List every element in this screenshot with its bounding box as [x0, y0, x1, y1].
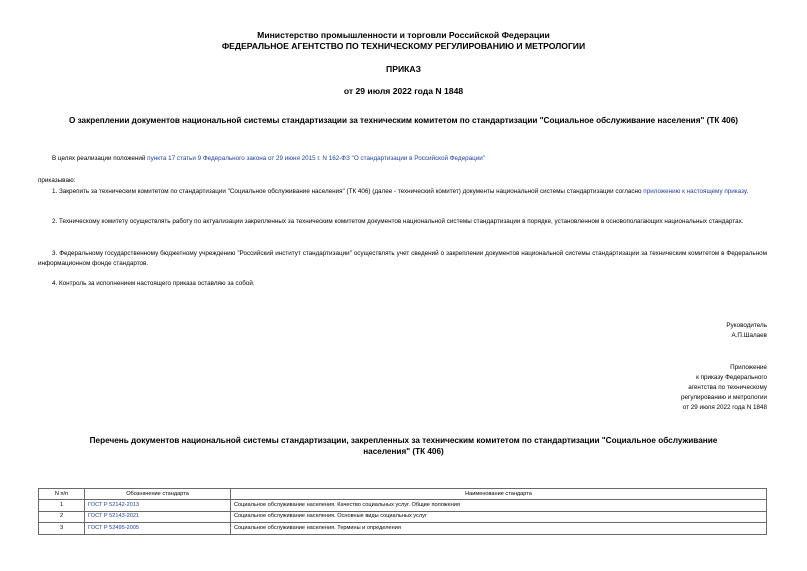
- signature-name: А.П.Шалаев: [731, 332, 767, 339]
- table-row: [39, 523, 767, 534]
- column-header-code: Обозначение стандарта: [85, 489, 231, 500]
- standards-table: [38, 488, 767, 535]
- order-item-3: 3. Федеральному государственному бюджетному учреждению "Российский институт стандартизации" осуществлять учет сведений о закреплении документов национальной системы стандартизации за техническим комитетом в Федеральном информационном фонде стандартов.: [38, 250, 767, 267]
- row-number: 1: [39, 500, 85, 511]
- appendix-note-line: от 29 июля 2022 года N 1848: [682, 404, 767, 411]
- order-word: приказываю:: [38, 177, 76, 184]
- order-item-4: 4. Контроль за исполнением настоящего приказа оставляю за собой.: [52, 280, 255, 287]
- table-row: [39, 511, 767, 522]
- agency-name: ФЕДЕРАЛЬНОЕ АГЕНТСТВО ПО ТЕХНИЧЕСКОМУ РЕГУЛИРОВАНИЮ И МЕТРОЛОГИИ: [221, 41, 586, 51]
- standard-link[interactable]: ГОСТ Р 52143-2021: [88, 513, 140, 520]
- standard-code-cell: [85, 523, 231, 534]
- standard-name: Социальное обслуживание населения. Качество социальных услуг. Общие положения: [231, 500, 767, 511]
- row-number: 2: [39, 511, 85, 522]
- list-title-line-1: Перечень документов национальной системы стандартизации, закрепленных за техническим комитетом по стандартизации "Социальное обслуживание: [89, 436, 718, 445]
- order-item-1-end: .: [746, 188, 749, 195]
- appendix-note-line: Приложение: [730, 364, 767, 371]
- column-header-number: N п/п: [39, 489, 85, 500]
- document-date-number: от 29 июля 2022 года N 1848: [343, 86, 464, 96]
- appendix-note-line: регулированию и метрологии: [681, 394, 767, 401]
- signature-role: Руководитель: [726, 322, 767, 329]
- document-type: ПРИКАЗ: [386, 64, 421, 74]
- standard-link[interactable]: ГОСТ Р 52142-2013: [88, 502, 140, 509]
- appendix-note-line: к приказу Федерального: [696, 374, 767, 381]
- order-item-1: [38, 187, 767, 197]
- federal-law-link[interactable]: пункта 17 статьи 9 Федерального закона от 29 июня 2015 г. N 162-ФЗ "О стандартизации в Российской Федерации": [147, 155, 485, 162]
- appendix-note-line: агентства по техническому: [688, 384, 767, 391]
- standard-link[interactable]: ГОСТ Р 52495-2005: [88, 524, 140, 531]
- table-row: [39, 500, 767, 511]
- standard-code-cell: [85, 511, 231, 522]
- standard-name: Социальное обслуживание населения. Термины и определения: [231, 523, 767, 534]
- appendix-link[interactable]: приложению к настоящему приказу: [643, 188, 747, 195]
- row-number: 3: [39, 523, 85, 534]
- table-header-row: [39, 489, 767, 500]
- preamble: [52, 154, 767, 164]
- document-title: О закреплении документов национальной системы стандартизации за техническим комитетом по стандартизации "Социальное обслуживание населения" (ТК 406): [68, 116, 739, 125]
- order-item-1-text: 1. Закрепить за техническим комитетом по стандартизации "Социальное обслуживание населения" (ТК 406) (далее - технический комитет) документы национальной системы стандартизации согласно: [52, 188, 644, 195]
- list-title-line-2: населения" (ТК 406): [363, 447, 444, 456]
- standard-name: Социальное обслуживание населения. Основные виды социальных услуг: [231, 511, 767, 522]
- preamble-text: В целях реализации положений: [52, 155, 148, 162]
- standard-code-cell: [85, 500, 231, 511]
- column-header-name: Наименование стандарта: [231, 489, 767, 500]
- order-item-2: 2. Техническому комитету осуществлять работу по актуализации закрепленных за техническим комитетом документов национальной системы стандартизации в порядке, установленном в основополагающих национальных стандартах.: [52, 218, 744, 225]
- ministry-name: Министерство промышленности и торговли Российской Федерации: [257, 30, 550, 40]
